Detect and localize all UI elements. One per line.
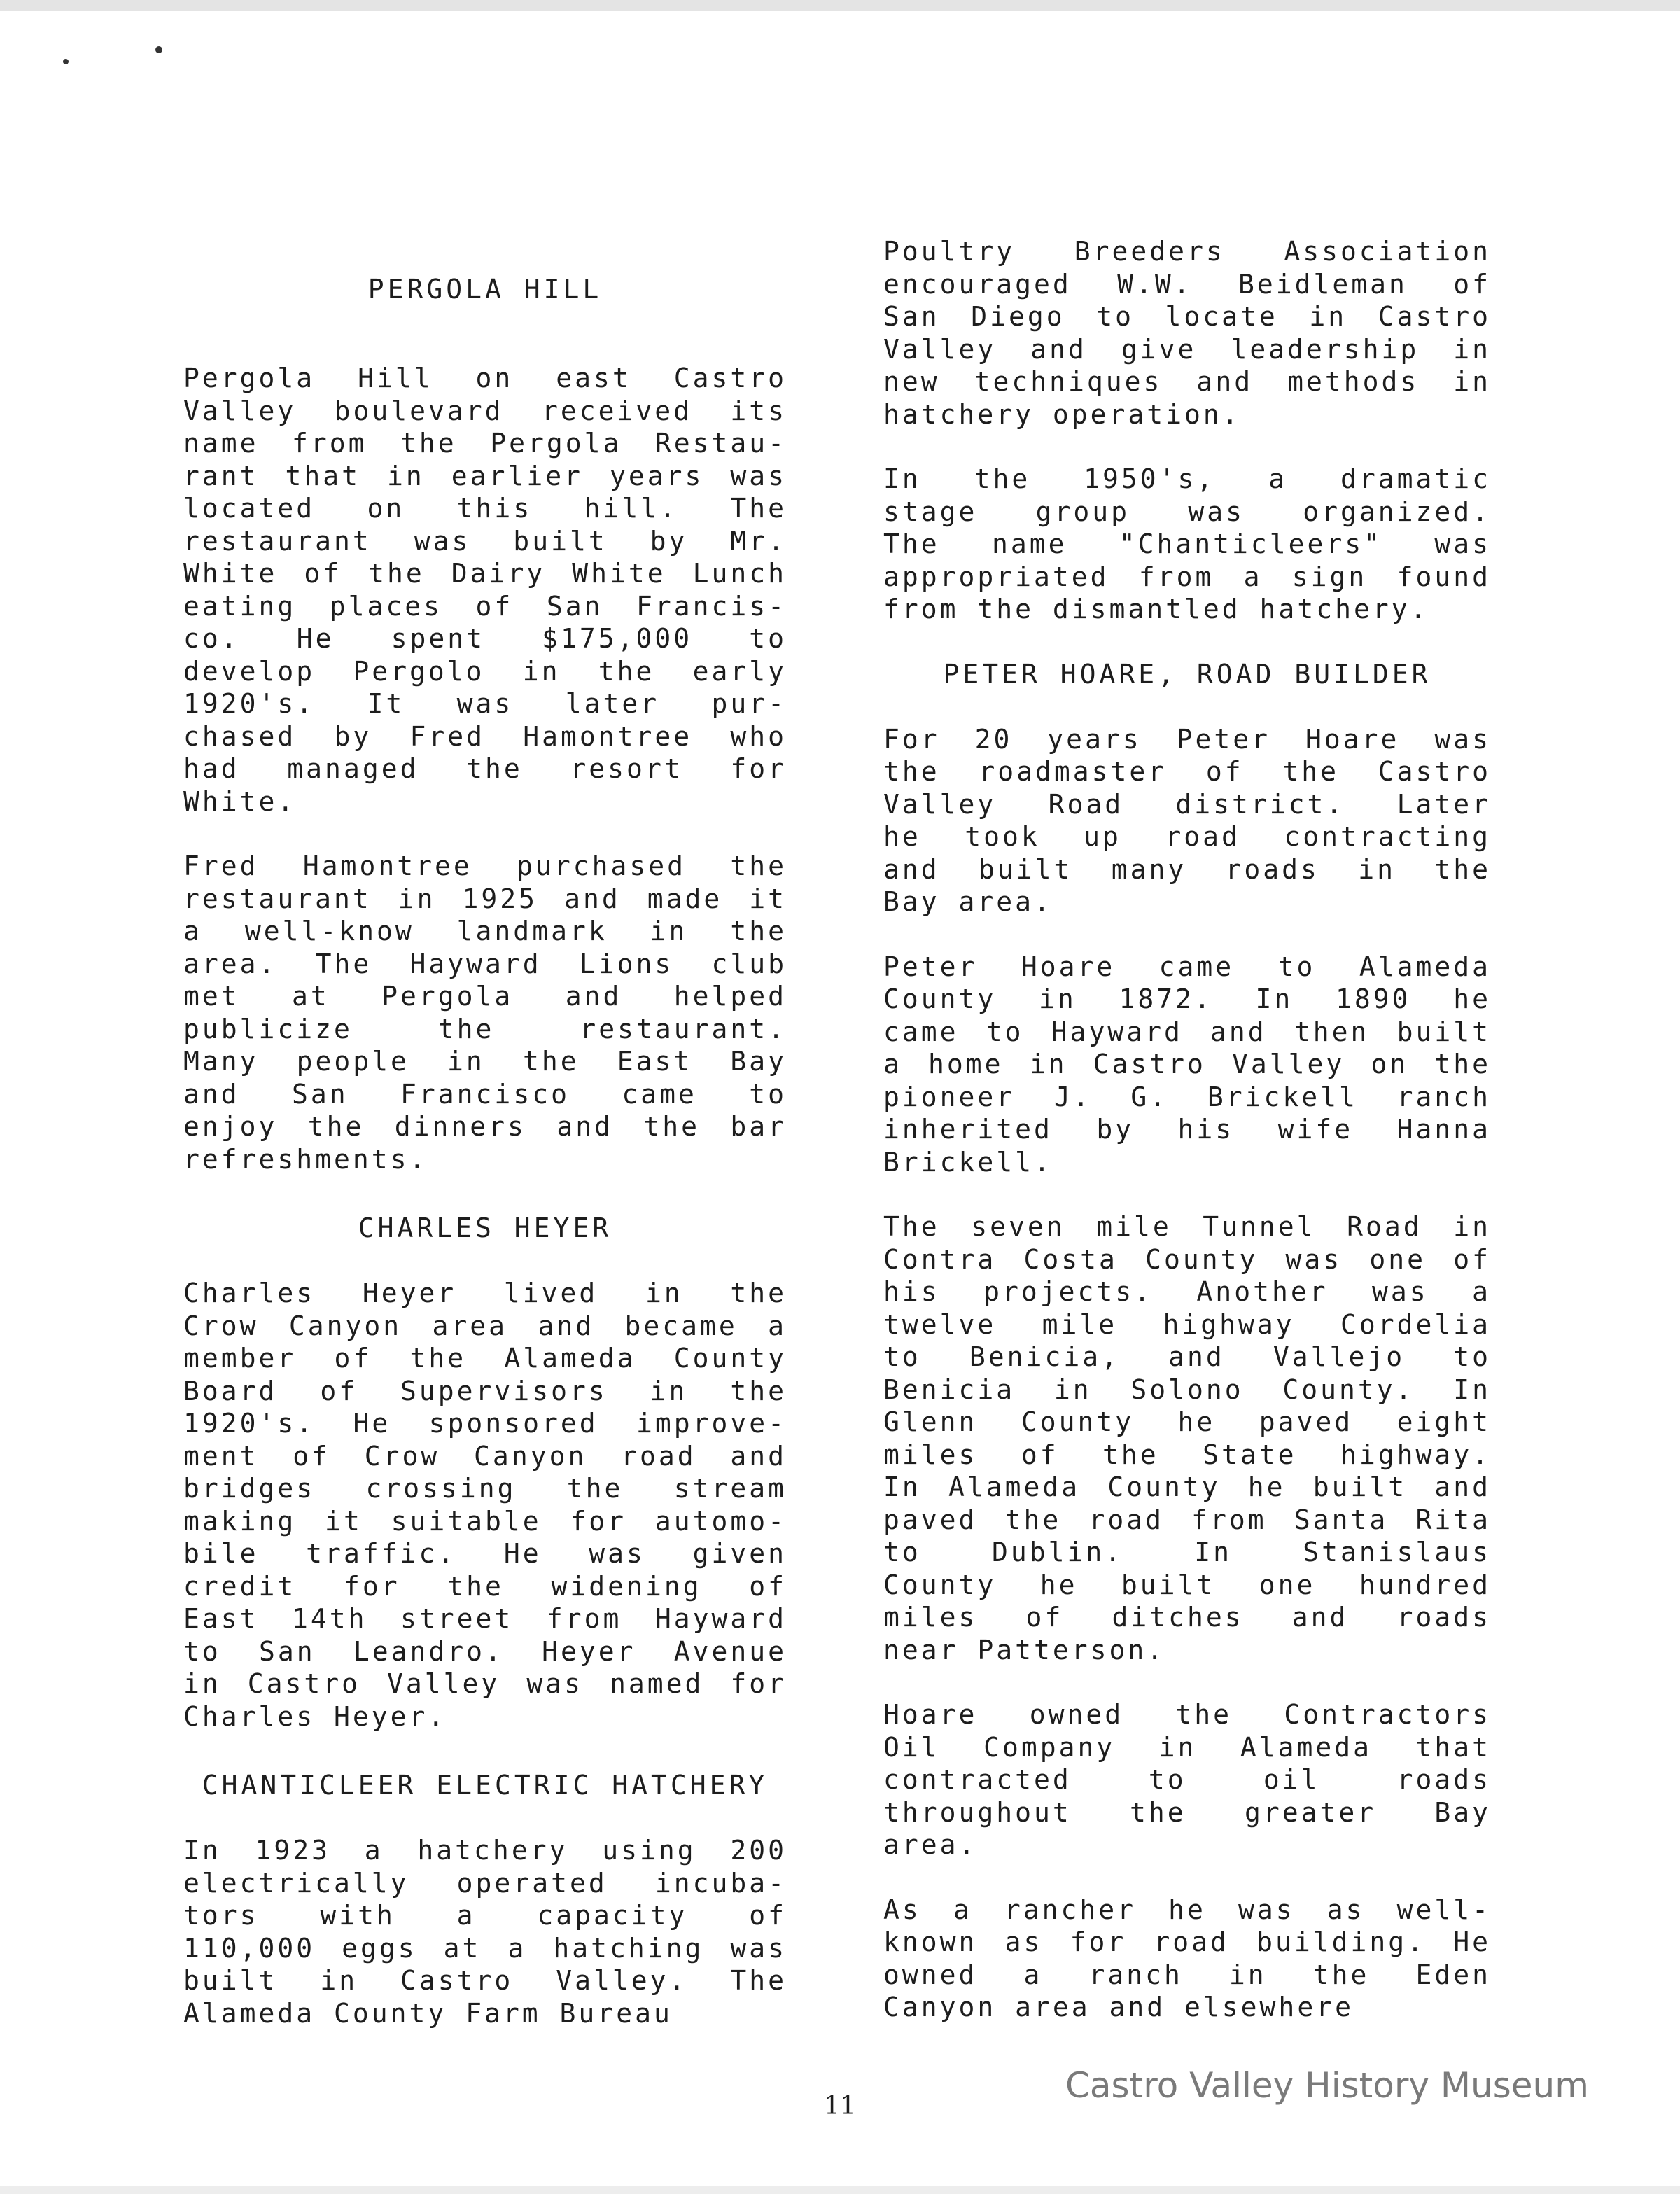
text-line: area. The Hayward Lions club — [183, 948, 787, 979]
scan-speck — [63, 59, 69, 64]
left-column — [183, 235, 787, 2029]
text-line: Hoare owned the Contractors — [883, 1699, 1491, 1730]
text-line: bile traffic. He was given — [183, 1538, 787, 1569]
paragraph — [883, 723, 1491, 918]
text-line: Alameda County Farm Bureau — [183, 1997, 673, 2029]
text-line: credit for the widening of — [183, 1570, 787, 1602]
page-number: 11 — [824, 2092, 856, 2120]
text-line: he took up road contracting — [883, 821, 1491, 852]
paragraph — [883, 1698, 1491, 1861]
text-line: Valley and give leadership in — [883, 333, 1491, 365]
scan-speck — [155, 46, 162, 53]
text-line: inherited by his wife Hanna — [883, 1114, 1491, 1145]
text-line: from the dismantled hatchery. — [883, 594, 1429, 624]
text-line: Bay area. — [883, 886, 1053, 917]
right-column — [883, 235, 1491, 2024]
text-line: a home in Castro Valley on the — [883, 1049, 1491, 1079]
paragraph — [883, 1894, 1491, 2024]
paragraph — [183, 362, 787, 818]
text-line: area. — [883, 1829, 978, 1860]
text-line: Brickell. — [883, 1146, 1053, 1178]
text-line: For 20 years Peter Hoare was — [883, 723, 1491, 755]
text-line: to Benicia, and Vallejo to — [883, 1341, 1491, 1372]
text-line: built in Castro Valley. The — [183, 1965, 787, 1996]
text-line: County in 1872. In 1890 he — [883, 984, 1491, 1014]
text-line: The name "Chanticleers" was — [883, 529, 1491, 559]
text-line: Poultry Breeders Association — [883, 236, 1491, 267]
text-line: and San Francisco came to — [183, 1078, 787, 1110]
text-line: Board of Supervisors in the — [183, 1375, 787, 1406]
section-heading-chanticleer-electric-hatchery: CHANTICLEER ELECTRIC HATCHERY — [202, 1770, 769, 1801]
text-line: had managed the resort for — [183, 753, 787, 784]
text-line: in Castro Valley was named for — [183, 1668, 787, 1699]
text-line: East 14th street from Hayward — [183, 1603, 787, 1634]
text-line: hatchery operation. — [883, 398, 1241, 430]
text-line: his projects. Another was a — [883, 1276, 1491, 1307]
text-line: co. He spent $175,000 to — [183, 623, 787, 654]
text-line: near Patterson. — [883, 1634, 1166, 1665]
text-line: to Dublin. In Stanislaus — [883, 1537, 1491, 1567]
text-line: Glenn County he paved eight — [883, 1406, 1491, 1437]
text-line: White of the Dairy White Lunch — [183, 558, 787, 589]
text-line: 1920's. It was later pur- — [183, 688, 787, 719]
text-line: The seven mile Tunnel Road in — [883, 1211, 1491, 1242]
text-line: develop Pergolo in the early — [183, 655, 787, 687]
text-line: rant that in earlier years was — [183, 460, 787, 491]
text-line: Canyon area and elsewhere — [883, 1992, 1354, 2022]
text-line: Charles Heyer lived in the — [183, 1278, 787, 1308]
text-line: bridges crossing the stream — [183, 1473, 787, 1504]
text-line: met at Pergola and helped — [183, 981, 787, 1012]
text-line: chased by Fred Hamontree who — [183, 720, 787, 752]
text-line: 1920's. He sponsored improve- — [183, 1408, 787, 1439]
text-line: San Diego to locate in Castro — [883, 301, 1491, 332]
text-line: restaurant in 1925 and made it — [183, 883, 787, 914]
text-line: making it suitable for automo- — [183, 1505, 787, 1537]
paragraph — [883, 463, 1491, 626]
text-line: encouraged W.W. Beidleman of — [883, 268, 1491, 300]
text-line: located on this hill. The — [183, 493, 787, 524]
text-line: ment of Crow Canyon road and — [183, 1440, 787, 1472]
text-line: Oil Company in Alameda that — [883, 1731, 1491, 1763]
text-line: In 1923 a hatchery using 200 — [183, 1835, 787, 1866]
text-line: stage group was organized. — [883, 496, 1491, 527]
section-heading-pergola-hill: PERGOLA HILL — [368, 274, 603, 305]
text-line: As a rancher he was as well- — [883, 1894, 1491, 1925]
text-line: Valley Road district. Later — [883, 788, 1491, 820]
text-line: In Alameda County he built and — [883, 1472, 1491, 1502]
text-line: Charles Heyer. — [183, 1700, 447, 1732]
paragraph — [183, 1834, 787, 2029]
text-line: Many people in the East Bay — [183, 1046, 787, 1077]
text-line: County he built one hundred — [883, 1569, 1491, 1600]
paragraph — [883, 235, 1491, 431]
text-line: Peter Hoare came to Alameda — [883, 951, 1491, 982]
text-line: throughout the greater Bay — [883, 1796, 1491, 1828]
text-line: Valley boulevard received its — [183, 395, 787, 426]
text-line: Fred Hamontree purchased the — [183, 851, 787, 881]
text-line: White. — [183, 785, 297, 817]
text-line: publicize the restaurant. — [183, 1013, 787, 1044]
text-line: refreshments. — [183, 1143, 428, 1175]
paragraph — [883, 951, 1491, 1179]
text-line: miles of the State highway. — [883, 1439, 1491, 1470]
text-line: came to Hayward and then built — [883, 1016, 1491, 1047]
text-line: member of the Alameda County — [183, 1343, 787, 1374]
text-line: Contra Costa County was one of — [883, 1243, 1491, 1275]
text-line: name from the Pergola Restau- — [183, 428, 787, 459]
text-line: miles of ditches and roads — [883, 1602, 1491, 1633]
watermark: Castro Valley History Museum — [1065, 2065, 1589, 2106]
section-heading-charles-heyer: CHARLES HEYER — [358, 1213, 612, 1243]
text-line: new techniques and methods in — [883, 366, 1491, 397]
text-line: the roadmaster of the Castro — [883, 756, 1491, 787]
text-line: known as for road building. He — [883, 1927, 1491, 1957]
text-line: In the 1950's, a dramatic — [883, 463, 1491, 494]
scan-top-edge — [0, 0, 1680, 11]
section-heading-peter-hoare: PETER HOARE, ROAD BUILDER — [943, 658, 1432, 690]
text-line: a well-know landmark in the — [183, 916, 787, 946]
text-line: and built many roads in the — [883, 853, 1491, 885]
text-line: paved the road from Santa Rita — [883, 1504, 1491, 1535]
scan-bottom-edge — [0, 2186, 1680, 2194]
text-line: owned a ranch in the Eden — [883, 1959, 1491, 1990]
text-line: tors with a capacity of — [183, 1900, 787, 1931]
text-line: restaurant was built by Mr. — [183, 525, 787, 557]
paragraph — [883, 1210, 1491, 1666]
text-line: pioneer J. G. Brickell ranch — [883, 1081, 1491, 1112]
text-line: appropriated from a sign found — [883, 561, 1491, 592]
text-line: 110,000 eggs at a hatching was — [183, 1932, 787, 1964]
text-line: to San Leandro. Heyer Avenue — [183, 1635, 787, 1667]
paragraph — [183, 1277, 787, 1733]
text-line: enjoy the dinners and the bar — [183, 1111, 787, 1142]
text-line: contracted to oil roads — [883, 1764, 1491, 1795]
text-line: electrically operated incuba- — [183, 1867, 787, 1899]
text-line: eating places of San Francis- — [183, 590, 787, 622]
paragraph — [183, 850, 787, 1175]
text-line: Benicia in Solono County. In — [883, 1374, 1491, 1405]
text-line: twelve mile highway Cordelia — [883, 1308, 1491, 1340]
text-line: Pergola Hill on east Castro — [183, 363, 787, 393]
text-line: Crow Canyon area and became a — [183, 1310, 787, 1341]
